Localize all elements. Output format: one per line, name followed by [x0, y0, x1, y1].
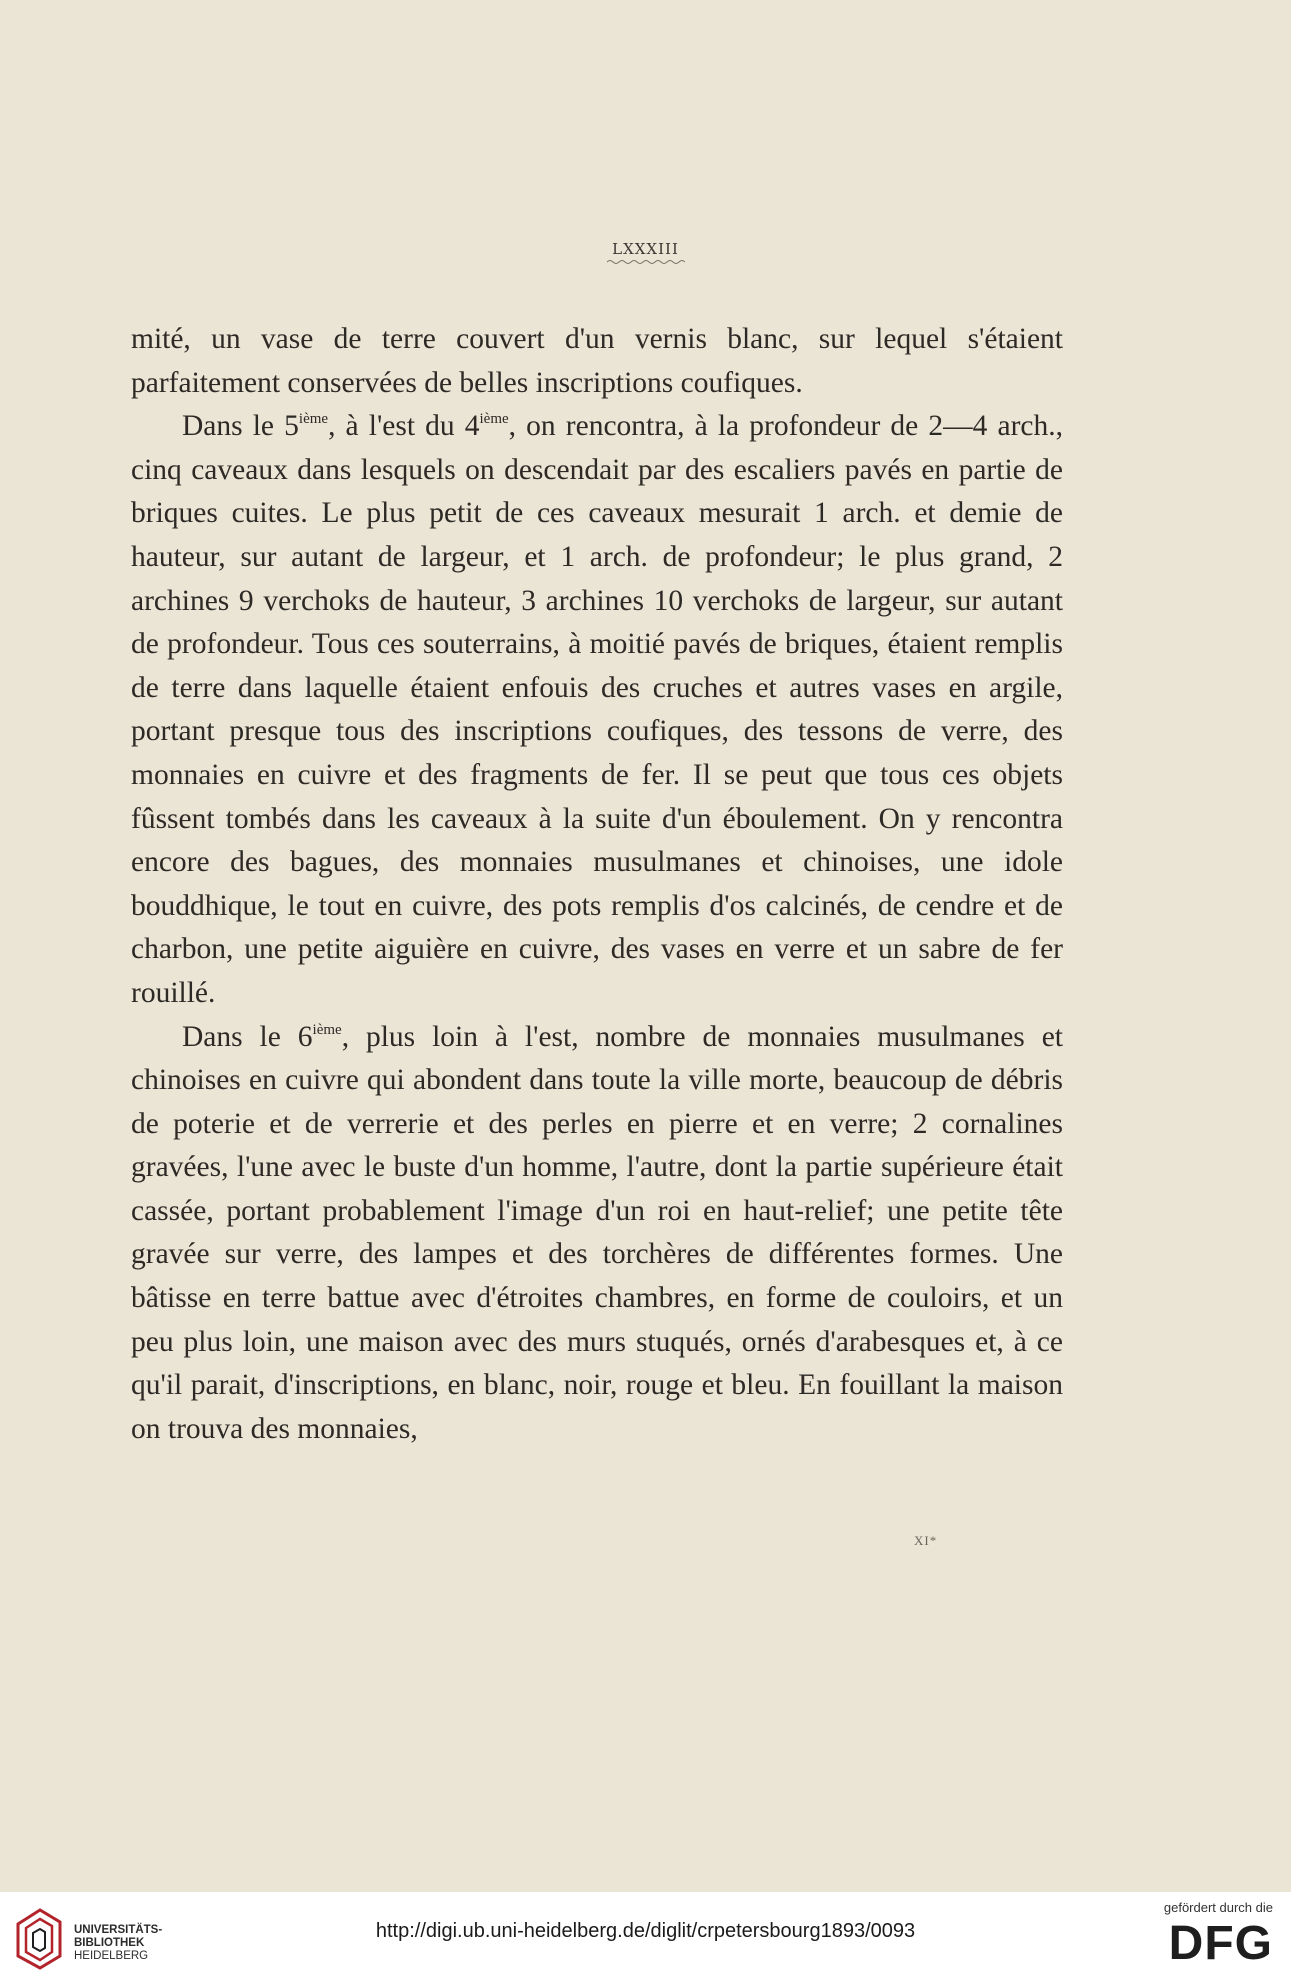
paragraph	[131, 405, 1063, 1015]
ub-line-2: BIBLIOTHEK	[74, 1937, 145, 1949]
ub-line-1: UNIVERSITÄTS-	[74, 1924, 163, 1936]
body-text	[131, 318, 1063, 1451]
dfg-logo: DFG	[1168, 1917, 1273, 1970]
page-number-roman: LXXXIII	[612, 240, 679, 258]
paragraph	[131, 318, 1063, 405]
paragraph-text: mité, un vase de terre couvert d'un vernis blanc, sur lequel s'étaient parfaitement conservées de belles inscriptions coufiques.	[131, 323, 1063, 399]
page-header	[0, 240, 1291, 265]
ub-line-3: HEIDELBERG	[74, 1950, 149, 1962]
paragraph-text: , à l'est du 4	[328, 410, 480, 443]
paragraph-text: , plus loin à l'est, nombre de monnaies musulmanes et chinoises en cuivre qui abondent dans toute la ville morte, beaucoup de débris de poterie et de verrerie et des perles en pierre et en verre; 2 cornalines gravées, l'une avec le buste d'un homme, l'autre, dont la partie supérieure était cassée, portant probablement l'image d'un roi en haut-relief; une petite tête gravée sur verre, des lampes et des torchères de différentes formes. Une bâtisse en terre battue avec d'étroites chambres, en forme de couloirs, et un peu plus loin, une maison avec des murs stuqués, ornés d'arabesques et, à ce qu'il parait, d'inscriptions, en blanc, noir, rouge et bleu. En fouillant la maison on trouva des monnaies,	[131, 1020, 1064, 1445]
dfg-sponsor[interactable]	[1143, 1900, 1273, 1969]
superscript: ième	[312, 1021, 342, 1038]
header-ornament	[607, 259, 685, 265]
paragraph-text: Dans le 6	[182, 1020, 313, 1053]
paragraph	[131, 1016, 1063, 1452]
superscript: ième	[479, 411, 509, 428]
sponsor-label: gefördert durch die	[1163, 1900, 1273, 1915]
permalink-url[interactable]: http://digi.ub.uni-heidelberg.de/diglit/crpetersbourg1893/0093	[375, 1920, 916, 1942]
paragraph-text: Dans le 5	[182, 410, 299, 443]
signature-mark: XI*	[914, 1533, 938, 1548]
footer-bar	[0, 1892, 1291, 1987]
paragraph-text: , on rencontra, à la profondeur de 2—4 arch., cinq caveaux dans lesquels on descendait par des escaliers pavés en partie de briques cuites. Le plus petit de ces caveaux mesurait 1 arch. et demie de hauteur, sur autant de largeur, et 1 arch. de profondeur; le plus grand, 2 archines 9 verchoks de hauteur, 3 archines 10 verchoks de largeur, sur autant de profondeur. Tous ces souterrains, à moitié pavés de briques, étaient remplis de terre dans laquelle étaient enfouis des cruches et autres vases en argile, portant presque tous des inscriptions coufiques, des tessons de verre, des monnaies en cuivre et des fragments de fer. Il se peut que tous ces objets fûssent tombés dans les caveaux à la suite d'un éboulement. On y rencontra encore des bagues, des monnaies musulmanes et chinoises, une idole bouddhique, le tout en cuivre, des pots remplis d'os calcinés, de cendre et de charbon, une petite aiguière en cuivre, des vases en verre et un sabre de fer rouillé.	[131, 410, 1063, 1009]
superscript: ième	[298, 411, 329, 428]
